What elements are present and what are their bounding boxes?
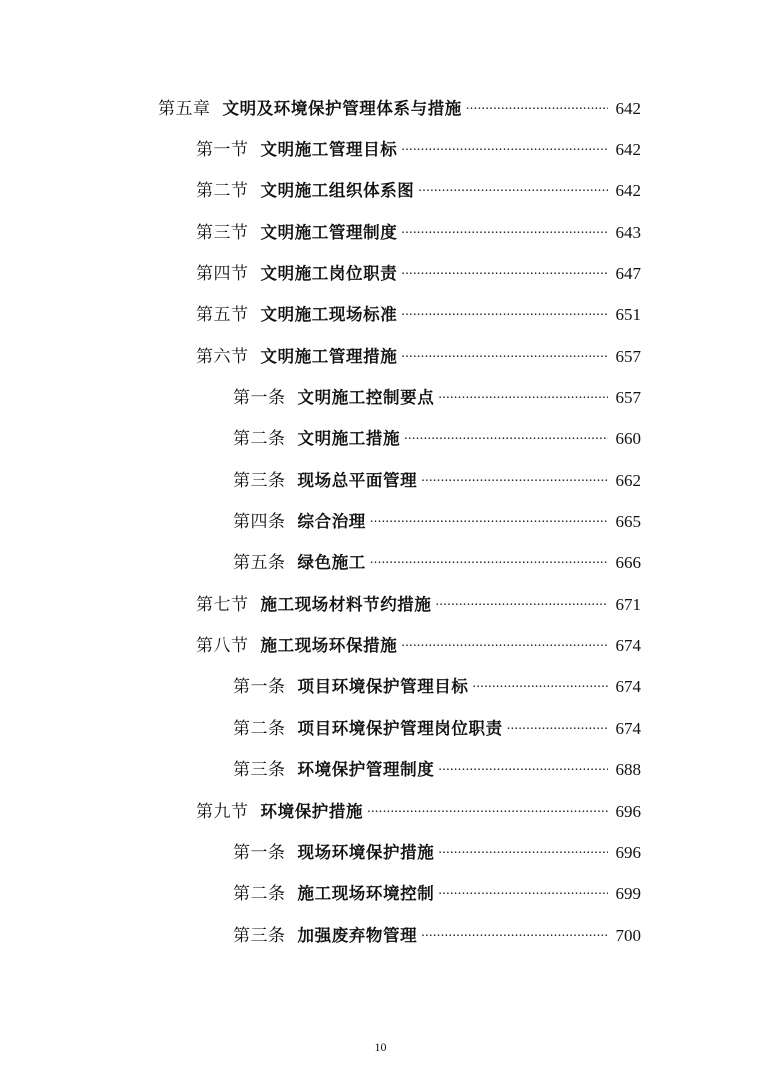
dot-leader [436, 594, 609, 616]
toc-entry-number: 第一条 [233, 677, 286, 698]
toc-entry[interactable] [0, 708, 761, 749]
toc-entry-title: 文明施工岗位职责 [260, 264, 398, 284]
toc-entry-page: 657 [615, 346, 641, 366]
toc-entry-number: 第八节 [196, 636, 249, 657]
dot-leader [421, 925, 608, 947]
toc-entry-title: 现场总平面管理 [297, 470, 418, 490]
toc-entry-page: 674 [615, 677, 641, 697]
toc-entry[interactable] [0, 129, 761, 170]
dot-leader [401, 635, 608, 657]
toc-entry[interactable] [0, 625, 761, 666]
toc-entry[interactable] [0, 791, 761, 832]
toc-entry[interactable] [0, 88, 761, 129]
toc-entry-page: 674 [615, 718, 641, 738]
toc-entry-number: 第一节 [196, 140, 249, 161]
dot-leader [401, 222, 608, 244]
toc-entry-number: 第七节 [196, 594, 249, 615]
toc-entry-page: 660 [615, 429, 641, 449]
toc-entry-title: 环境保护措施 [260, 801, 364, 821]
toc-entry[interactable] [0, 295, 761, 336]
toc-entry-page: 696 [615, 842, 641, 862]
toc-entry-number: 第四节 [196, 264, 249, 285]
toc-entry-title: 文明施工管理措施 [260, 346, 398, 366]
toc-entry-title: 环境保护管理制度 [297, 760, 435, 780]
toc-entry-title: 文明施工组织体系图 [260, 181, 415, 201]
toc-entry-number: 第三节 [196, 222, 249, 243]
dot-leader [421, 470, 608, 492]
dot-leader [418, 180, 608, 202]
toc-entry-page: 647 [615, 264, 641, 284]
toc-entry-number: 第五条 [233, 553, 286, 574]
toc-entry-title: 绿色施工 [297, 553, 366, 573]
toc-entry[interactable] [0, 212, 761, 253]
toc-entry-page: 662 [615, 470, 641, 490]
dot-leader [473, 676, 609, 698]
dot-leader [367, 801, 608, 823]
toc-entry-number: 第四条 [233, 512, 286, 533]
toc-entry-number: 第一条 [233, 842, 286, 863]
toc-entry-number: 第二条 [233, 884, 286, 905]
toc-entry-title: 项目环境保护管理岗位职责 [297, 718, 503, 738]
toc-entry-number: 第三条 [233, 760, 286, 781]
toc-entry-title: 现场环境保护措施 [297, 842, 435, 862]
toc-entry[interactable] [0, 750, 761, 791]
toc-entry[interactable] [0, 460, 761, 501]
dot-leader [404, 428, 608, 450]
toc-entry-page: 651 [615, 305, 641, 325]
toc-entry-title: 文明及环境保护管理体系与措施 [222, 98, 462, 118]
toc-entry[interactable] [0, 171, 761, 212]
toc-entry-page: 665 [615, 512, 641, 532]
toc-entry-title: 施工现场环保措施 [260, 636, 398, 656]
footer-page-number: 10 [374, 1040, 387, 1054]
table-of-contents [0, 88, 761, 956]
toc-entry-page: 666 [615, 553, 641, 573]
dot-leader [370, 552, 608, 574]
dot-leader [438, 759, 608, 781]
dot-leader [401, 346, 608, 368]
toc-entry[interactable] [0, 832, 761, 873]
dot-leader [438, 883, 608, 905]
toc-entry-page: 643 [615, 222, 641, 242]
toc-entry-number: 第二节 [196, 181, 249, 202]
toc-entry-number: 第二条 [233, 718, 286, 739]
toc-entry[interactable] [0, 915, 761, 956]
toc-entry-title: 文明施工管理目标 [260, 140, 398, 160]
toc-entry-title: 文明施工控制要点 [297, 388, 435, 408]
dot-leader [438, 842, 608, 864]
toc-entry-number: 第九节 [196, 801, 249, 822]
toc-entry-title: 加强废弃物管理 [297, 925, 418, 945]
toc-entry-number: 第五章 [158, 98, 211, 119]
dot-leader [401, 263, 608, 285]
toc-entry-title: 项目环境保护管理目标 [297, 677, 469, 697]
toc-entry-page: 642 [615, 181, 641, 201]
toc-entry[interactable] [0, 874, 761, 915]
toc-entry-page: 657 [615, 388, 641, 408]
toc-entry-title: 文明施工管理制度 [260, 222, 398, 242]
toc-entry-number: 第六节 [196, 346, 249, 367]
toc-entry[interactable] [0, 336, 761, 377]
toc-entry[interactable] [0, 667, 761, 708]
toc-entry[interactable] [0, 543, 761, 584]
toc-entry-page: 642 [615, 140, 641, 160]
toc-entry-page: 699 [615, 884, 641, 904]
toc-entry-page: 674 [615, 636, 641, 656]
toc-entry-page: 688 [615, 760, 641, 780]
dot-leader [507, 718, 608, 740]
toc-entry-number: 第三条 [233, 470, 286, 491]
toc-entry-title: 施工现场材料节约措施 [260, 594, 432, 614]
dot-leader [370, 511, 608, 533]
toc-entry-number: 第五节 [196, 305, 249, 326]
toc-entry[interactable] [0, 501, 761, 542]
toc-entry-page: 700 [615, 925, 641, 945]
dot-leader [438, 387, 608, 409]
toc-entry[interactable] [0, 377, 761, 418]
toc-entry[interactable] [0, 253, 761, 294]
dot-leader [401, 304, 608, 326]
toc-entry-title: 文明施工措施 [297, 429, 401, 449]
toc-entry-number: 第二条 [233, 429, 286, 450]
toc-entry-title: 综合治理 [297, 512, 366, 532]
toc-entry-page: 696 [615, 801, 641, 821]
dot-leader [401, 139, 608, 161]
toc-entry-title: 文明施工现场标准 [260, 305, 398, 325]
toc-entry-title: 施工现场环境控制 [297, 884, 435, 904]
toc-entry[interactable] [0, 584, 761, 625]
toc-entry-number: 第一条 [233, 388, 286, 409]
toc-entry[interactable] [0, 419, 761, 460]
toc-entry-page: 671 [615, 594, 641, 614]
toc-entry-page: 642 [615, 98, 641, 118]
toc-entry-number: 第三条 [233, 925, 286, 946]
dot-leader [466, 98, 608, 120]
